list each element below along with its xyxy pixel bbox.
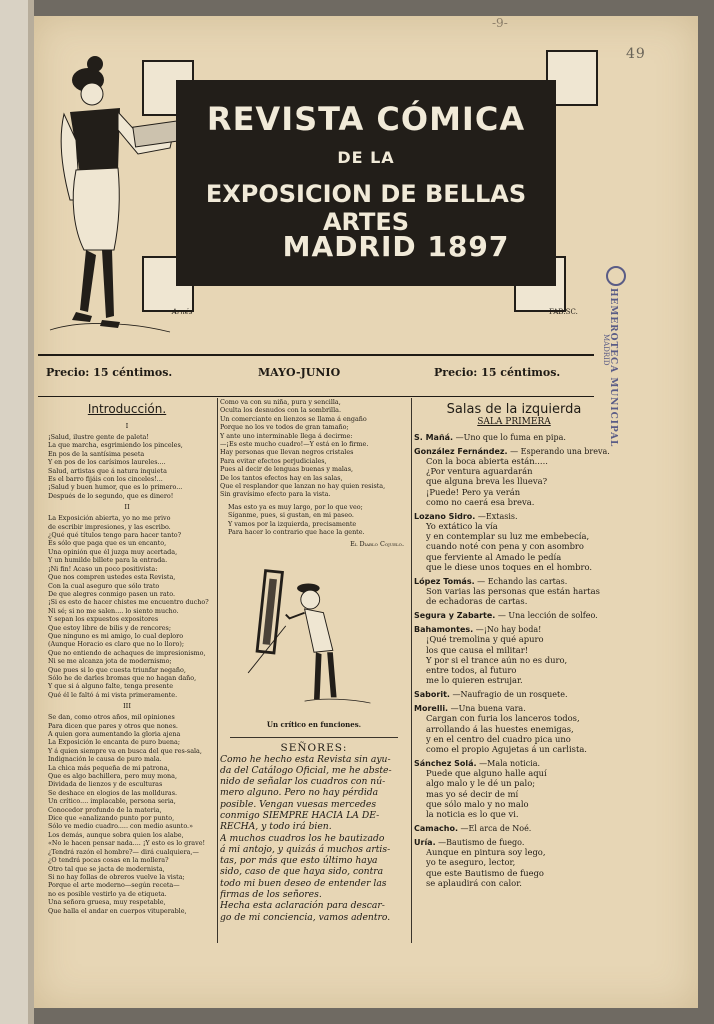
poem-line: La que marcha, esgrimiendo los pinceles,: [48, 441, 183, 450]
introduction-title: Introducción.: [87, 402, 167, 416]
notice-line: firmas de los señores.: [220, 889, 322, 901]
poem-line: Oculta los desnudos con la sombrilla.: [220, 406, 341, 415]
poem-line: —¡Es este mucho cuadro!—Y está en lo firme.: [220, 440, 369, 449]
verse-line: Yo extático la vía: [426, 521, 498, 532]
poem-line: Si no hay follas de obreros vuelve la vista;: [48, 872, 185, 881]
section-number: III: [122, 702, 132, 711]
verse-line: y en el centro del cuadro pica uno: [426, 733, 571, 744]
poem-line: Pues al decir de lenguas buenas y malas,: [220, 465, 354, 474]
verse-line: como el propio Agujetas á un carlista.: [426, 744, 587, 755]
poem-line: Porque el arte moderno—según receta—: [48, 881, 180, 890]
price-right: Precio: 15 céntimos.: [434, 366, 561, 379]
painting-title: — Echando las cartas.: [474, 577, 568, 587]
section-number: I: [125, 422, 129, 430]
notice-line: go de mi conciencia, vamos adentro.: [220, 911, 391, 923]
poem-line: Para hacer lo contrario que hace la gente.: [228, 528, 365, 537]
poem-line: Y que si á alguno falte, tenga presente: [48, 682, 174, 691]
verse-line: que este Bautismo de fuego: [426, 867, 544, 878]
salas-column: [414, 398, 614, 938]
verse-line: que sólo malo y no malo: [426, 798, 529, 809]
notice-line: mero alguno. Pero no hay pérdida: [220, 787, 379, 799]
verse-line: entre todos, al futuro: [426, 665, 517, 676]
poem-line: Y á quien siempre va en busca del que res-sala,: [48, 746, 202, 755]
poem-line: ¡Si es esto de hacer chistes me encuentro ducho?: [48, 598, 209, 607]
notice-line: RECHA, y todo irá bien.: [220, 821, 332, 833]
verse-line: de echadoras de cartas.: [426, 596, 528, 607]
painting-title: —¡No hay boda!: [473, 625, 542, 635]
painting-entry: [414, 512, 614, 572]
poem-line: Es el barro fijáis con los cinceles!...: [48, 475, 163, 484]
title-banner: [176, 80, 556, 286]
painting-entry: [414, 690, 614, 699]
poem-line: Para evitar efectos perjudiciales,: [220, 456, 327, 465]
column-divider: [217, 398, 218, 943]
poem-line: De los tantos efectos hay en las salas,: [220, 473, 343, 482]
poem-line: Que el resplandor que lanzan no hay quien resista,: [220, 482, 386, 491]
poem-line: La Exposición abierta, yo no me privo: [48, 514, 171, 523]
illustrator-signature: Arnés: [172, 308, 193, 316]
engraver-signature: FAB.SC.: [549, 308, 578, 316]
verse-line: y en contemplar su luz me embebecía,: [426, 531, 590, 542]
poem-line: Ni sé; si no me salen.... lo siento mucho.: [48, 606, 179, 615]
masthead-title: REVISTA CÓMICA: [206, 100, 526, 138]
senores-heading: SEÑORES:: [280, 741, 348, 754]
painting-entry: [414, 577, 614, 606]
poem-line: ¡Salud, ilustre gente de paleta!: [48, 433, 149, 441]
notice-line: á mi antojo, y quizás á muchos artis-: [220, 843, 391, 855]
page-number: 49: [626, 46, 646, 62]
notice-line: conmigo SIEMPRE HACIA LA DE-: [220, 809, 380, 821]
poem-line: Mas esto ya es muy largo, por lo que veo;: [228, 502, 363, 511]
poem-line: Que estoy libre de bilis y de rencores;: [48, 623, 171, 632]
verse-line: Con la boca abierta están.....: [426, 456, 548, 466]
painting-title: — Una lección de solfeo.: [495, 611, 598, 621]
painting-title: —Mala noticia.: [476, 759, 541, 769]
entry-heading: [414, 625, 614, 634]
salas-title: Salas de la izquierda: [446, 402, 582, 417]
entry-heading: [414, 690, 614, 699]
senores-notice: [220, 754, 408, 923]
poem-continuation: [220, 398, 408, 499]
poem-line: Para dicen que pares y otros que nones.: [48, 721, 178, 730]
poem-line: ¡Salud y buen humor, que es lo primero...: [48, 483, 183, 492]
poem-line: En pos de la santísima peseta: [48, 449, 145, 458]
masthead-exposicion: EXPOSICION DE BELLAS ARTES: [205, 180, 527, 236]
poem-line: Y ante uno interminable llega á decirme:: [220, 431, 353, 440]
poem-line: Sólo he de darles bromas que no hagan daño,: [48, 673, 197, 682]
poem-line: Un crítico.... implacable, persona seria,: [48, 797, 176, 806]
critic-illustration: [244, 560, 384, 720]
poem-line: La Exposición le encanta de puro buena;: [48, 738, 181, 747]
introduction-column: [40, 398, 214, 938]
painting-entries: [414, 433, 614, 888]
poem-line: Que halla el andar en cuerpos vituperable,: [48, 906, 187, 915]
poem-line: Que nos compren ustedes esta Revista,: [48, 573, 176, 582]
artist-name: Bahamontes.: [414, 625, 474, 635]
poem-line: ¿Qué qué títulos tengo para hacer tanto?: [48, 531, 182, 540]
poem-line: «No le hacen pensar nada.... ¡Y esto es lo grave!: [48, 839, 206, 848]
column-divider: [411, 398, 412, 943]
verse-line: Y por si el trance aún no es duro,: [426, 654, 568, 665]
poem-line: de escribir impresiones, y las escribo.: [48, 522, 171, 531]
price-left: Precio: 15 céntimos.: [46, 366, 173, 379]
poem-line: Con la cual aseguro que sólo trato: [48, 581, 160, 590]
painting-entry: [414, 759, 614, 819]
notice-line: Como he hecho esta Revista sin ayu-: [220, 753, 391, 765]
painting-title: —Extasis.: [475, 512, 518, 522]
poem-line: ¡Ni fin! Acaso un poco positivista:: [48, 564, 158, 573]
entry-heading: [414, 838, 614, 847]
poem-line: Dividada de lienzos y de esculturas: [48, 780, 163, 789]
painting-title: —El arca de Noé.: [457, 824, 532, 834]
sala-primera-heading: SALA PRIMERA: [477, 417, 551, 427]
poem-line: Otro tal que se jacta de modernista,: [48, 864, 165, 873]
verse-line: que alguna breva les llueva?: [426, 476, 548, 487]
masthead-delа: DE LA: [337, 148, 395, 167]
notice-line: nido de señalar los cuadros con nú-: [220, 776, 386, 788]
poem-line: ¿O tendrá pocas cosas en la mollera?: [48, 856, 169, 865]
artist-name: Morelli.: [414, 704, 449, 714]
poem-line: Una señora gruesa, muy respetable,: [48, 898, 166, 907]
artist-name: Uría.: [414, 838, 436, 848]
illustration-caption: Un crítico en funciones.: [266, 719, 362, 729]
poem-line: Es sólo que paga que es un encanto,: [48, 539, 167, 548]
entry-heading: [414, 433, 614, 442]
stamp-city: MADRID: [602, 334, 610, 366]
corner-mark: -9-: [492, 16, 508, 30]
poem-line: Y un humilde billete para la entrada.: [48, 556, 168, 565]
poem-line: Conocedor profundo de la materia,: [48, 805, 162, 814]
poem-line: Hay personas que llevan negros cristales: [220, 448, 354, 457]
poem-line: Síganme, pues, si gustan, en mi paseo.: [228, 511, 354, 520]
poem-line: Un comerciante en lienzos se llama á engaño: [220, 414, 367, 423]
middle-column: [220, 398, 408, 938]
notice-line: sido, caso de que haya sido, contra: [220, 866, 384, 878]
poem-line: La chica más pequeña de mi patrona,: [48, 763, 170, 772]
newspaper-page: [34, 16, 698, 1008]
painting-title: —Bautismo de fuego.: [435, 838, 525, 848]
entry-heading: [414, 704, 614, 713]
poem-line: A quien gora aumentando la gloria ajena: [48, 730, 181, 738]
poem-line: Salud, artistas que á natura inquieta: [48, 466, 167, 475]
notice-line: tas, por más que esto último haya: [220, 855, 378, 867]
stamp-library: HEMEROTECA MUNICIPAL: [608, 288, 618, 448]
entry-heading: [414, 824, 614, 833]
painting-entry: [414, 625, 614, 685]
poem-line: Como va con su niña, pura y sencilla,: [220, 398, 341, 406]
verse-line: yo te aseguro, lector,: [426, 857, 516, 868]
painting-entry: [414, 447, 614, 507]
poem-line: Los demás, aunque sobra quien los alabe,: [48, 830, 184, 839]
artist-name: González Fernández.: [414, 447, 508, 456]
verse-line: se aplaudirá con calor.: [426, 877, 522, 888]
painting-entry: [414, 611, 614, 620]
poem-line: Indignación le causa de puro mala.: [48, 755, 162, 764]
verse-line: Puede que alguno halle aquí: [426, 768, 547, 779]
artist-name: Saborit.: [414, 690, 450, 700]
poem-line: Una opinión que él juzga muy acertada,: [48, 547, 178, 556]
notice-line: Hecha esta aclaración para descar-: [220, 900, 385, 912]
poem-line: Sin gravísimo efecto para la vista.: [220, 490, 331, 499]
poem-line: Qué él le faltó á mi vista primeramente.: [48, 690, 178, 699]
poem-line: Después de lo segundo, que es dinero!: [48, 491, 174, 500]
poem-line: ¿Tendrá razón el hombre?— dirá cualquiera,—: [48, 847, 199, 856]
issue-date: MAYO-JUNIO: [258, 366, 341, 379]
painting-entry: [414, 704, 614, 754]
verse-line: cuando noté con pena y con asombro: [426, 541, 584, 552]
entry-heading: [414, 447, 614, 456]
verse-line: algo malo y le dé un palo;: [426, 778, 536, 789]
verse-line: Aunque en pintura soy lego,: [426, 847, 546, 858]
verse-line: Cargan con furia los lanceros todos,: [426, 713, 580, 724]
verse-line: que ferviente al Amado le pedía: [426, 551, 562, 562]
verse-line: ¡Qué tremolina y qué apuro: [426, 634, 544, 645]
entry-heading: [414, 512, 614, 521]
artist-name: S. Mañá.: [414, 433, 454, 442]
poem-line: Que no entiendo de achaques de impresionismo,: [48, 648, 206, 657]
poem-line: Y vamos por la izquierda, precisamente: [228, 519, 357, 528]
poem-line: Y en pos de los carísimos laureles....: [48, 458, 166, 467]
book-binding-edge: [0, 0, 34, 1024]
notice-line: todo mi buen deseo de entender las: [220, 877, 387, 889]
verse-line: como no caerá esa breva.: [426, 496, 535, 507]
verse-line: los que causa el militar!: [426, 644, 529, 655]
poem-line: Ni se me alcanza jota de modernismo;: [48, 657, 172, 666]
poem-line: Sólo ve medio cuadro..... con medio asunto.»: [48, 822, 193, 831]
verse-line: Son varias las personas que están hartas: [426, 586, 600, 597]
painting-entry: [414, 838, 614, 888]
painting-entry: [414, 824, 614, 833]
poem-line: Que pues si lo que cuesta triunfar negaño,: [48, 665, 186, 674]
poem-line: (Aunque Horacio es claro que no lo lloro);: [48, 640, 185, 649]
artist-name: Camacho.: [414, 824, 458, 834]
artist-name: López Tomás.: [414, 577, 475, 587]
poem-closing: [220, 503, 408, 537]
artist-name: Sánchez Solá.: [414, 759, 477, 769]
poem-line: De que alegres conmigo pasen un rato.: [48, 589, 176, 598]
poem-line: Que es algo bachillera, pero muy mona,: [48, 772, 178, 781]
painting-entry: [414, 433, 614, 442]
artist-name: Lozano Sidro.: [414, 512, 476, 522]
poem-line: Porque no los ve todos de gran tamaño;: [220, 423, 349, 432]
notice-line: A muchos cuadros los he bautizado: [220, 832, 385, 844]
verse-line: arrollando á las huestes enemigas,: [426, 723, 574, 734]
verse-line: mas yo sé decir de mí: [426, 788, 519, 799]
verse-line: la noticia es lo que vi.: [426, 809, 519, 820]
poem-line: Se deshace en elogios de las mollduras.: [48, 788, 178, 797]
painting-title: — Esperando una breva.: [507, 447, 610, 456]
entry-heading: [414, 577, 614, 586]
price-bar: [38, 354, 594, 397]
poem-line: Se dan, como otros años, mil opiniones: [48, 713, 175, 722]
entry-heading: [414, 611, 614, 620]
painting-title: —Una buena vara.: [448, 704, 526, 714]
artist-name: Segura y Zabarte.: [414, 611, 496, 621]
poem-line: Dice que «analizando punto por punto,: [48, 814, 175, 823]
verse-line: ¿Por ventura aguardarán: [426, 466, 533, 477]
entry-heading: [414, 759, 614, 768]
poem-line: Y sepan los expuestos expositores: [48, 615, 159, 624]
notice-line: da del Catálogo Oficial, me he abste-: [220, 764, 392, 776]
verse-line: me lo quieren estrujar.: [426, 675, 523, 686]
notice-line: posible. Vengan vuesas mercedes: [220, 798, 377, 810]
masthead-city-year: MADRID 1897: [282, 230, 510, 263]
poem-line: Que ninguno es mi amigo, lo cual deploro: [48, 631, 184, 640]
introduction-poem: [40, 422, 214, 915]
poem-line: no es posible vestirlo ya de etiqueta.: [48, 889, 167, 898]
verse-line: que le diese unos toques en el hombro.: [426, 561, 593, 572]
painting-title: —Uno que lo fuma en pipa.: [453, 433, 566, 442]
verse-line: ¡Puede! Pero ya verán: [426, 486, 521, 497]
section-number: II: [124, 503, 130, 512]
painting-title: —Naufragio de un rosquete.: [449, 690, 568, 700]
author-signature: El Diablo Cojuelo.: [350, 539, 404, 548]
